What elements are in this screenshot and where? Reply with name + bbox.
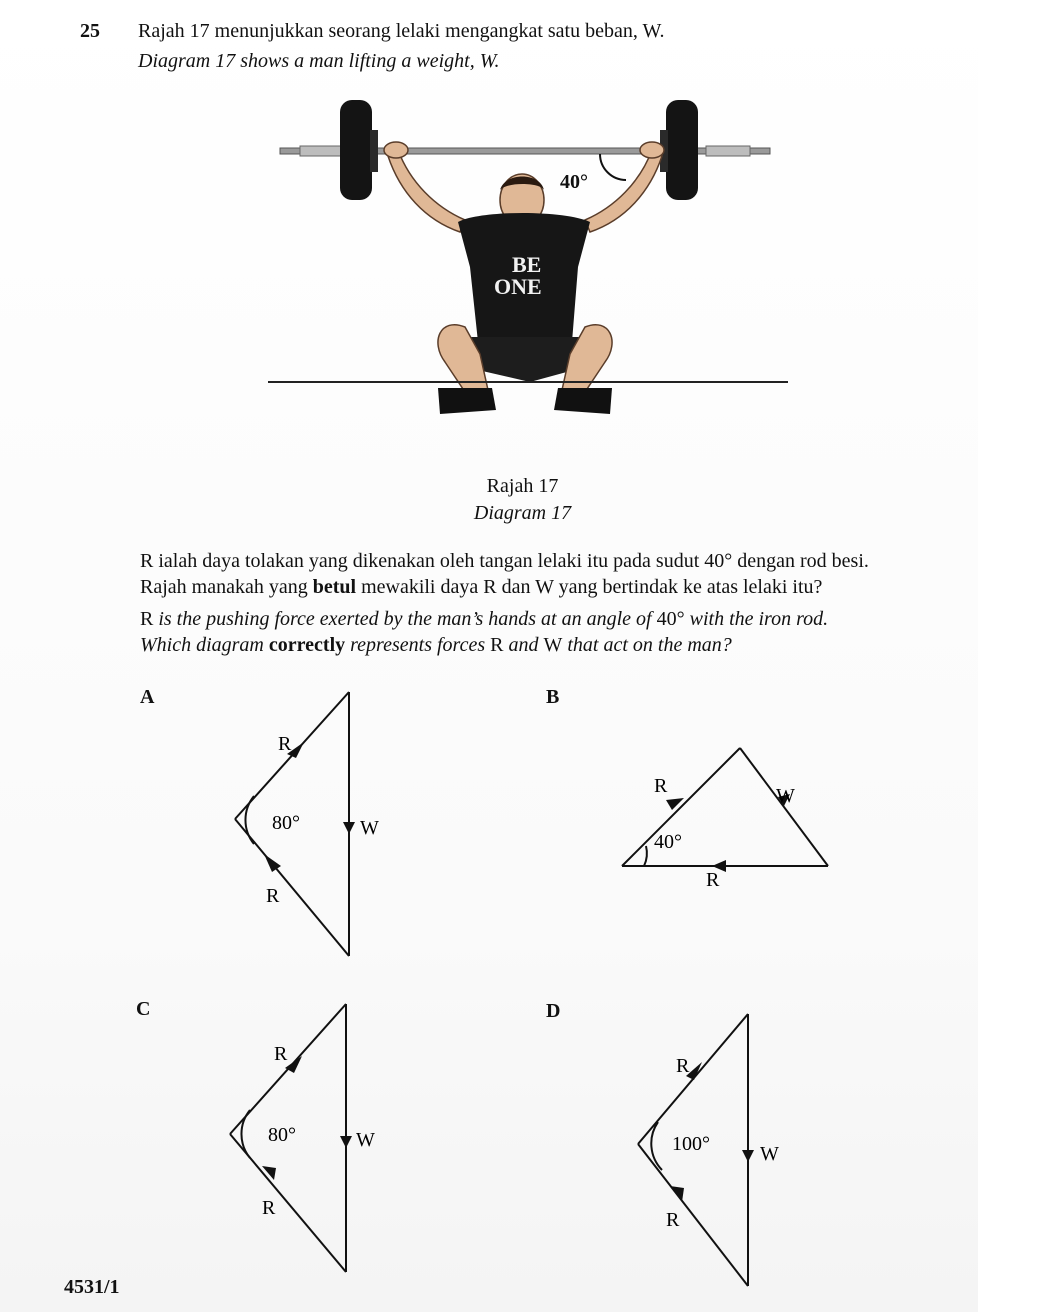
shirt-text-one: ONE xyxy=(494,274,542,299)
angle-arc xyxy=(600,154,626,180)
option-d-angle: 100° xyxy=(672,1133,710,1155)
option-c-r-bottom: R xyxy=(262,1197,276,1219)
option-c-r-top: R xyxy=(274,1043,288,1065)
option-d-diagram[interactable] xyxy=(632,1010,792,1292)
emphasis-betul: betul xyxy=(312,576,357,598)
right-weight-plate xyxy=(666,100,698,200)
option-b-r-left: R xyxy=(654,775,668,797)
option-b-diagram[interactable] xyxy=(616,742,836,892)
option-c-angle: 80° xyxy=(268,1124,296,1146)
left-weight-plate xyxy=(340,100,372,200)
paragraph-english-2: Which diagram correctly represents forces R and W that act on the man? xyxy=(140,634,732,656)
diagram-caption-english: Diagram 17 xyxy=(473,502,572,524)
right-shoe xyxy=(554,388,612,414)
diagram-caption-malay: Rajah 17 xyxy=(486,475,559,497)
option-c-w: W xyxy=(356,1129,375,1151)
option-d-w: W xyxy=(760,1143,779,1165)
question-text-english: Diagram 17 shows a man lifting a weight, W. xyxy=(138,50,500,72)
option-b-w: W xyxy=(776,785,795,807)
option-d-letter[interactable]: D xyxy=(546,1000,561,1022)
option-a-w: W xyxy=(360,817,379,839)
paragraph-english-1: R is the pushing force exerted by the man’s hands at an angle of 40° with the iron rod. xyxy=(140,608,829,630)
question-number: 25 xyxy=(80,20,100,42)
question-text-malay: Rajah 17 menunjukkan seorang lelaki mengangkat satu beban, W. xyxy=(138,20,665,42)
option-d-r-bottom: R xyxy=(666,1209,680,1231)
option-d-r-top: R xyxy=(676,1055,690,1077)
option-b-r-bottom: R xyxy=(706,869,720,891)
option-a-angle: 80° xyxy=(272,812,300,834)
weightlifter-figure xyxy=(260,92,800,452)
right-arm xyxy=(585,150,662,232)
paragraph-malay-2: Rajah manakah yang betul mewakili daya R dan W yang bertindak ke atas lelaki itu? xyxy=(140,576,823,598)
shirt-text-be: BE xyxy=(512,252,542,277)
paragraph-malay-1: R ialah daya tolakan yang dikenakan oleh tangan lelaki itu pada sudut 40° dengan rod besi. xyxy=(140,550,869,572)
option-a-r-bottom: R xyxy=(266,885,280,907)
left-arm xyxy=(388,150,465,232)
emphasis-correctly: correctly xyxy=(268,634,346,656)
option-b-letter[interactable]: B xyxy=(546,686,560,708)
option-a-diagram[interactable] xyxy=(226,684,379,964)
option-a-r-top: R xyxy=(278,733,292,755)
left-shoe xyxy=(438,388,496,414)
option-a-letter[interactable]: A xyxy=(140,686,155,708)
option-c-diagram[interactable] xyxy=(222,996,375,1278)
paper-code: 4531/1 xyxy=(64,1276,120,1298)
option-c-letter[interactable]: C xyxy=(136,998,151,1020)
angle-label: 40° xyxy=(560,171,588,193)
option-b-angle: 40° xyxy=(654,831,682,853)
